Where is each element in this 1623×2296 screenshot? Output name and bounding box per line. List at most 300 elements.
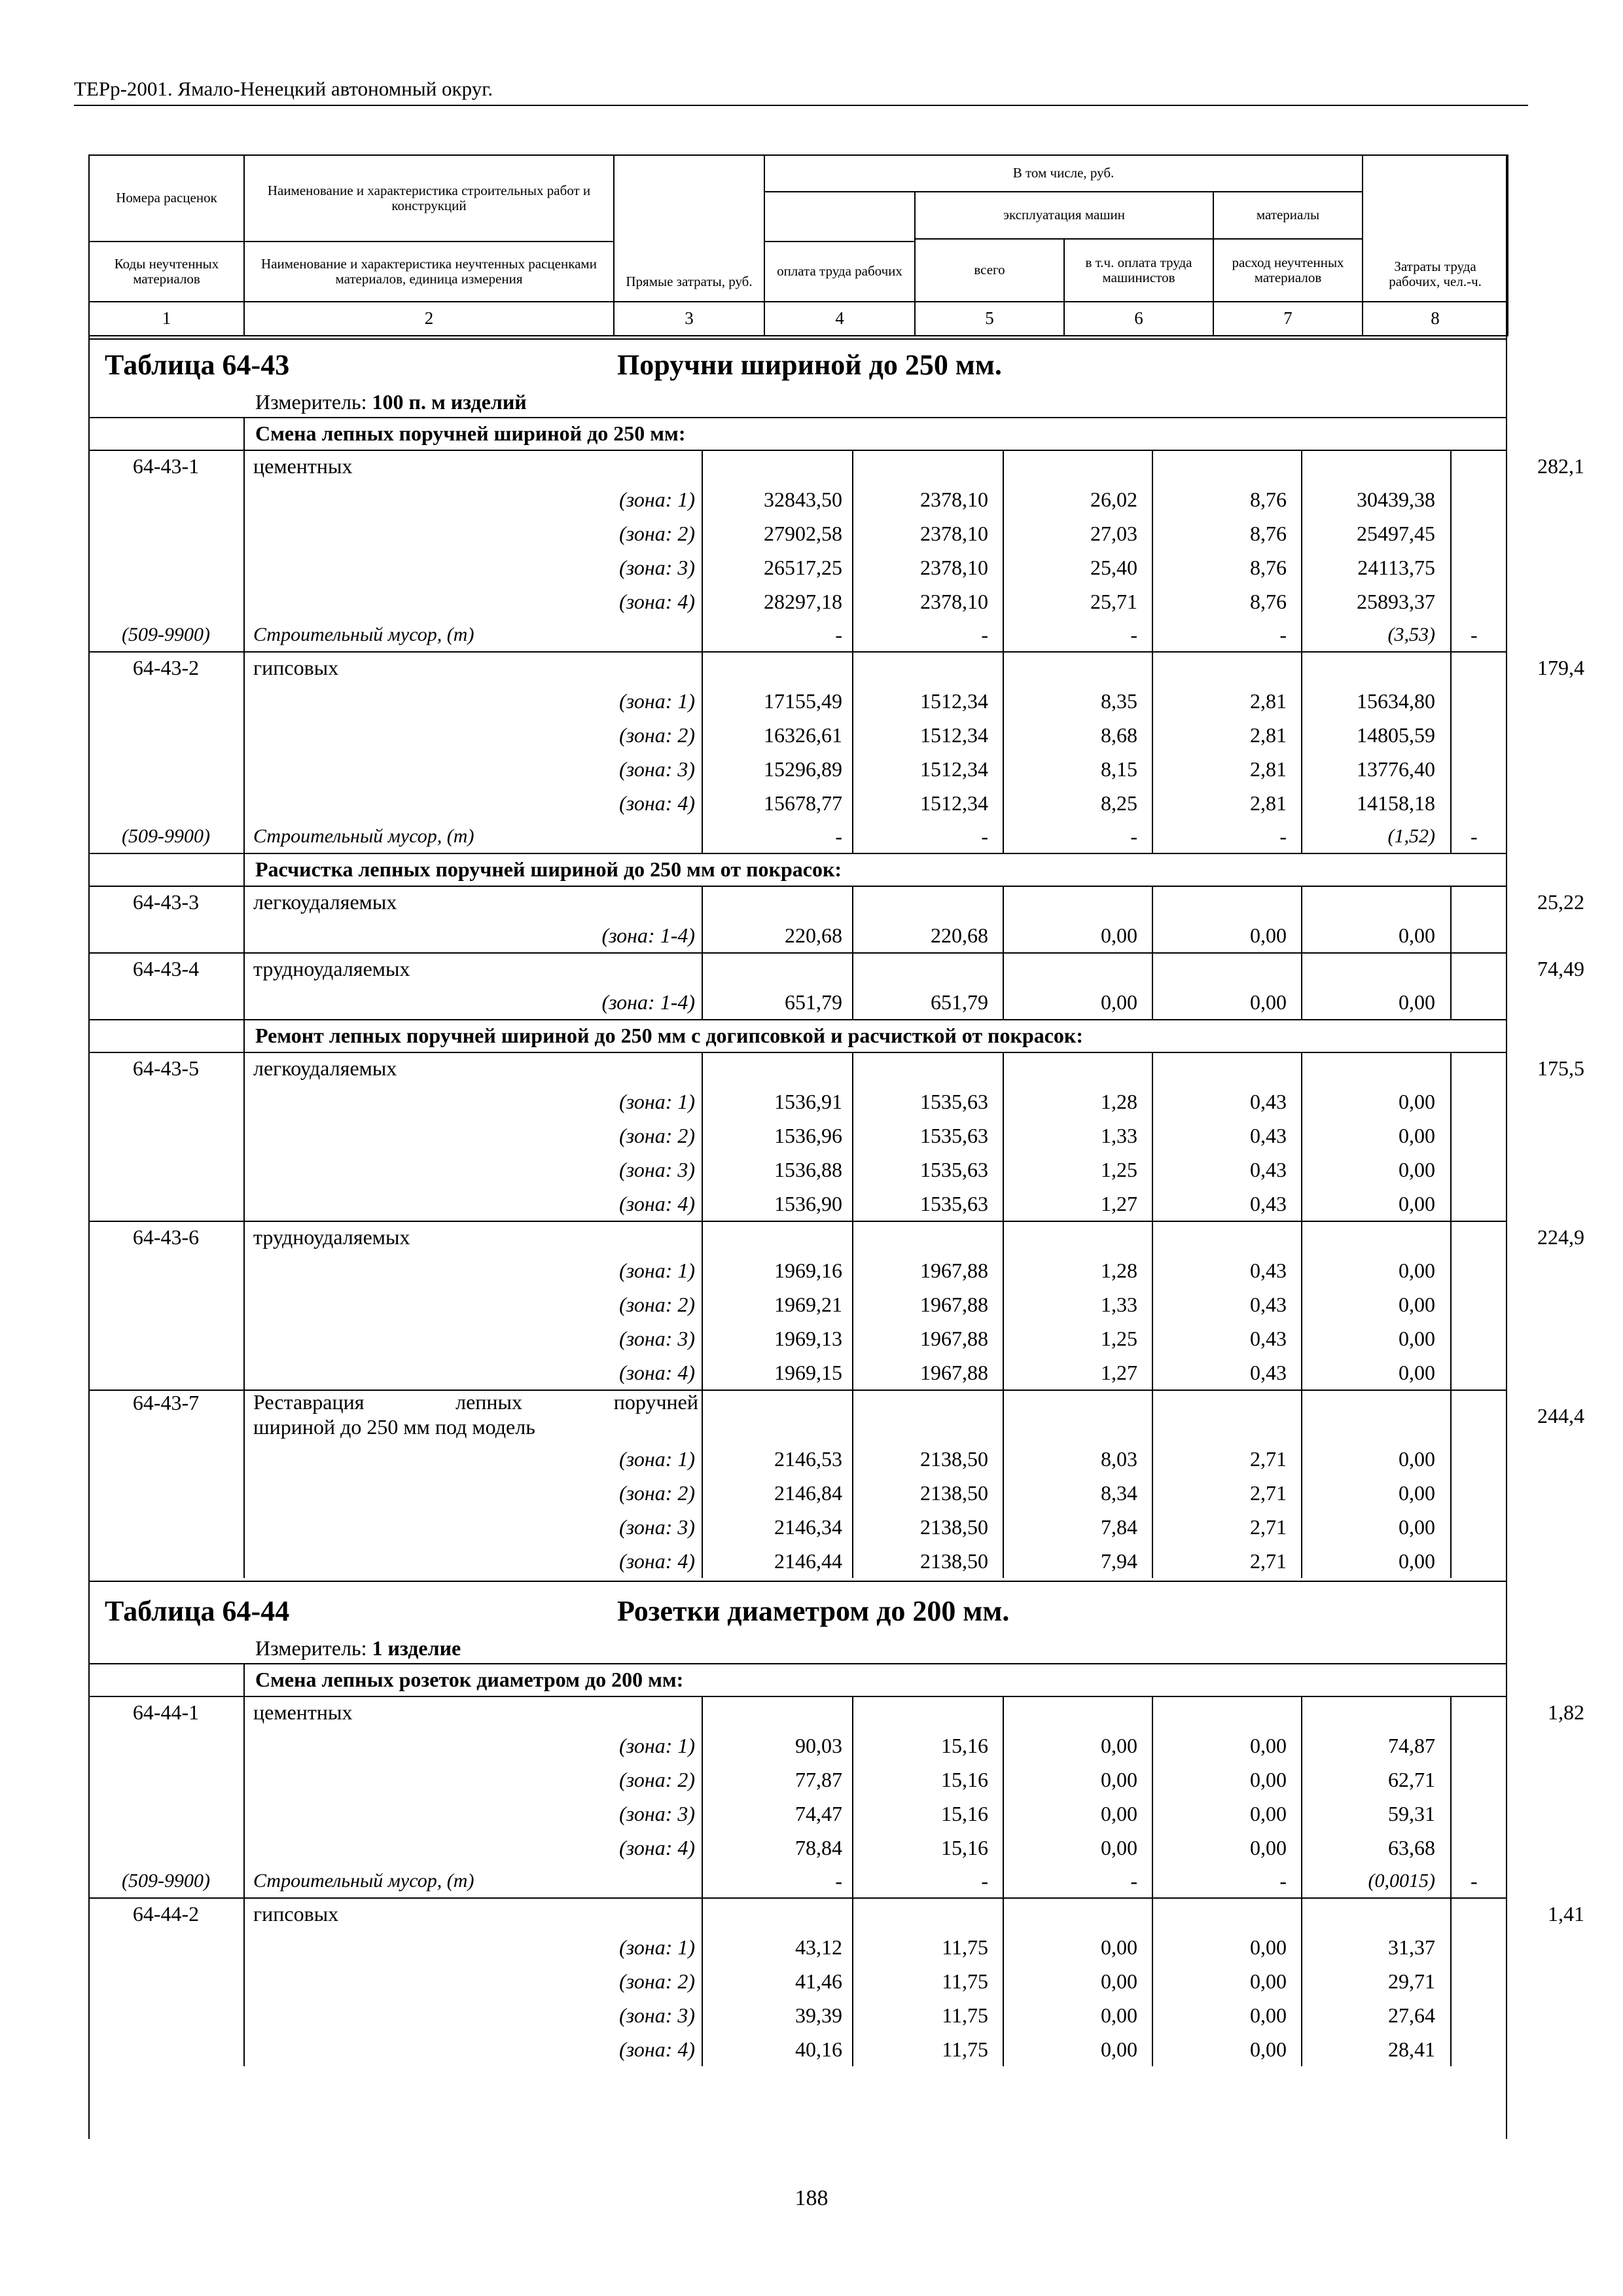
section-title: Смена лепных поручней шириной до 250 мм:	[255, 422, 686, 445]
value-cell: 11,75	[942, 2003, 988, 2027]
debris-code: (509-9900)	[122, 1870, 210, 1892]
colnum-6: 6	[1064, 302, 1213, 336]
value-cell: 28297,18	[764, 590, 842, 613]
value-cell: 1512,34	[920, 757, 988, 781]
rate-code: 64-43-6	[132, 1225, 200, 1249]
header-naim2: Наименование и характеристика неучтенных расценками материалов, единица измерения	[244, 242, 614, 302]
value-cell: 0,00	[1250, 1935, 1287, 1959]
column-rule	[852, 952, 853, 1019]
column-rule	[1003, 1897, 1004, 2066]
zone-label: (зона: 4)	[619, 1549, 695, 1573]
value-cell: 2138,50	[920, 1515, 988, 1539]
value-cell: 8,25	[1101, 791, 1137, 815]
dash-cell: -	[1130, 825, 1137, 848]
column-rule	[1003, 450, 1004, 651]
column-rule	[1152, 1390, 1153, 1578]
column-rule	[1003, 1696, 1004, 1897]
value-cell: 1,28	[1101, 1259, 1137, 1282]
rate-code: 64-43-7	[132, 1391, 200, 1414]
zone-row	[88, 1476, 1507, 1510]
value-cell: 1535,63	[920, 1192, 988, 1215]
column-rule	[702, 1390, 703, 1578]
value-cell: 0,00	[1101, 924, 1137, 947]
debris-qty: (1,52)	[1387, 825, 1435, 847]
value-cell: 1967,88	[920, 1327, 988, 1350]
column-rule	[243, 1390, 245, 1578]
value-cell: 74,47	[795, 1802, 842, 1825]
value-cell: 2146,34	[774, 1515, 842, 1539]
value-cell: 26517,25	[764, 556, 842, 579]
value-cell: 14805,59	[1357, 723, 1435, 747]
value-cell: 2146,44	[774, 1549, 842, 1573]
value-cell: 0,00	[1250, 1969, 1287, 1993]
value-cell: 17155,49	[764, 689, 842, 713]
value-cell: 0,00	[1250, 1802, 1287, 1825]
labor-cost: 282,1	[1537, 454, 1584, 478]
column-rule	[1450, 952, 1452, 1019]
value-cell: 13776,40	[1357, 757, 1435, 781]
value-cell: 0,00	[1399, 1124, 1435, 1147]
dash-cell: -	[835, 623, 842, 647]
value-cell: 2138,50	[920, 1481, 988, 1505]
column-rule	[702, 1221, 703, 1390]
value-cell: 0,00	[1399, 1361, 1435, 1384]
zone-row	[88, 1964, 1507, 1998]
zone-label: (зона: 3)	[619, 1158, 695, 1181]
value-cell: 0,00	[1101, 2003, 1137, 2027]
meter-value: 100 п. м изделий	[372, 390, 527, 414]
value-cell: 1967,88	[920, 1293, 988, 1316]
rate-code: 64-43-4	[132, 957, 200, 980]
zone-label: (зона: 4)	[619, 1836, 695, 1859]
meter-label: Измеритель:	[255, 1636, 367, 1660]
column-rule	[1301, 651, 1302, 853]
column-rule	[1152, 952, 1153, 1019]
value-cell: 0,00	[1101, 1734, 1137, 1757]
value-cell: 15296,89	[764, 757, 842, 781]
item-name: легкоудаляемых	[253, 1056, 397, 1080]
table-title-row	[88, 1590, 1507, 1633]
section-title: Ремонт лепных поручней шириной до 250 мм с догипсовкой и расчисткой от покрасок:	[255, 1024, 1084, 1047]
column-rule	[702, 886, 703, 952]
header-ekspl: эксплуатация машин	[915, 192, 1213, 239]
column-rule	[852, 1390, 853, 1578]
value-cell: 31,37	[1388, 1935, 1435, 1959]
value-cell: 0,00	[1250, 990, 1287, 1014]
value-cell: 1,33	[1101, 1124, 1137, 1147]
value-cell: 0,43	[1250, 1192, 1287, 1215]
colnum-4: 4	[764, 302, 915, 336]
value-cell: 7,84	[1101, 1515, 1137, 1539]
row-divider	[88, 1581, 1507, 1582]
zone-row	[88, 2032, 1507, 2066]
column-rule	[1003, 952, 1004, 1019]
rate-code: 64-43-3	[132, 890, 200, 914]
zone-label: (зона: 1)	[619, 1259, 695, 1282]
section-row	[88, 1019, 1507, 1052]
value-cell: 651,79	[785, 990, 842, 1014]
value-cell: 0,00	[1399, 990, 1435, 1014]
zone-row	[88, 1930, 1507, 1964]
zone-label: (зона: 3)	[619, 757, 695, 781]
section-title: Смена лепных розеток диаметром до 200 мм:	[255, 1668, 684, 1691]
zone-row	[88, 1510, 1507, 1544]
item-head-row	[88, 1696, 1584, 1729]
column-rule	[1301, 952, 1302, 1019]
debris-code: (509-9900)	[122, 624, 210, 645]
zone-row	[88, 1287, 1507, 1321]
value-cell: 0,00	[1399, 1327, 1435, 1350]
value-cell: 62,71	[1388, 1768, 1435, 1791]
zone-label: (зона: 4)	[619, 2037, 695, 2061]
rate-code: 64-43-2	[132, 656, 200, 679]
value-cell: 0,43	[1250, 1361, 1287, 1384]
zone-row	[88, 1153, 1507, 1187]
table-subject: Поручни шириной до 250 мм.	[617, 349, 1002, 381]
header-zatraty: Затраты труда рабочих, чел.-ч.	[1363, 155, 1508, 302]
zone-label: (зона: 2)	[619, 1969, 695, 1993]
rate-code: 64-44-2	[132, 1902, 200, 1926]
value-cell: 41,46	[795, 1969, 842, 1993]
value-cell: 25,71	[1090, 590, 1137, 613]
value-cell: 1,28	[1101, 1090, 1137, 1113]
column-rule	[1301, 1696, 1302, 1897]
zone-label: (зона: 1-4)	[601, 924, 695, 947]
meter-row	[88, 387, 1507, 417]
value-cell: 11,75	[942, 2037, 988, 2061]
item-name: легкоудаляемых	[253, 890, 397, 914]
column-rule	[702, 450, 703, 651]
dash-cell: -	[1279, 1869, 1287, 1893]
debris-qty: (0,0015)	[1368, 1870, 1435, 1892]
colnum-1: 1	[89, 302, 244, 336]
column-rule	[243, 417, 245, 450]
value-cell: 15,16	[941, 1836, 988, 1859]
column-rule	[852, 1696, 853, 1897]
column-rule	[1301, 1897, 1302, 2066]
zone-row	[88, 752, 1507, 786]
value-cell: 2,81	[1250, 757, 1287, 781]
column-rule	[1152, 1897, 1153, 2066]
column-rule	[852, 1221, 853, 1390]
value-cell: 8,76	[1250, 522, 1287, 545]
zone-label: (зона: 2)	[619, 1124, 695, 1147]
debris-row	[88, 820, 1507, 853]
header-v-tom: В том числе, руб.	[764, 155, 1363, 192]
item-name-line: шириной до 250 мм под модель	[253, 1415, 535, 1439]
meter	[255, 1633, 461, 1663]
meter	[255, 387, 527, 417]
value-cell: 0,43	[1250, 1327, 1287, 1350]
column-rule	[1450, 1696, 1452, 1897]
item-name	[253, 1390, 698, 1439]
labor-cost: 244,4	[1537, 1404, 1584, 1427]
value-cell: 28,41	[1388, 2037, 1435, 2061]
value-cell: 63,68	[1388, 1836, 1435, 1859]
value-cell: 16326,61	[764, 723, 842, 747]
zone-row	[88, 1998, 1507, 2032]
colnum-5: 5	[915, 302, 1064, 336]
item-name: трудноудаляемых	[253, 957, 410, 980]
item-name: цементных	[253, 454, 353, 478]
value-cell: 2378,10	[920, 522, 988, 545]
debris-code: (509-9900)	[122, 825, 210, 847]
zone-label: (зона: 4)	[619, 590, 695, 613]
column-rule	[243, 1221, 245, 1390]
labor-cost: 1,82	[1548, 1700, 1584, 1724]
header-vtch: в т.ч. оплата труда машинистов	[1064, 239, 1213, 302]
value-cell: 2,81	[1250, 723, 1287, 747]
column-rule	[243, 1897, 245, 2066]
column-rule	[702, 952, 703, 1019]
zone-row	[88, 718, 1507, 752]
meter-value: 1 изделие	[372, 1636, 461, 1660]
labor-cost: 1,41	[1548, 1902, 1584, 1926]
value-cell: 0,00	[1399, 1192, 1435, 1215]
value-cell: 1535,63	[920, 1158, 988, 1181]
section-row	[88, 417, 1507, 450]
column-rule	[852, 651, 853, 853]
value-cell: 2,71	[1250, 1549, 1287, 1573]
column-rule	[1301, 1221, 1302, 1390]
item-head-row	[88, 1221, 1584, 1253]
value-cell: 2146,84	[774, 1481, 842, 1505]
value-cell: 43,12	[795, 1935, 842, 1959]
value-cell: 220,68	[785, 924, 842, 947]
colnum-7: 7	[1213, 302, 1363, 336]
column-rule	[243, 1019, 245, 1052]
value-cell: 2,81	[1250, 689, 1287, 713]
value-cell: 7,94	[1101, 1549, 1137, 1573]
zone-label: (зона: 1-4)	[601, 990, 695, 1014]
value-cell: 2138,50	[920, 1447, 988, 1471]
section-row	[88, 1663, 1507, 1696]
value-cell: 2,71	[1250, 1515, 1287, 1539]
table-title-row	[88, 344, 1507, 387]
dash-cell: -	[981, 825, 988, 848]
value-cell: 1969,15	[774, 1361, 842, 1384]
value-cell: 1512,34	[920, 791, 988, 815]
zone-label: (зона: 3)	[619, 1515, 695, 1539]
value-cell: 0,00	[1399, 1090, 1435, 1113]
value-cell: 39,39	[795, 2003, 842, 2027]
value-cell: 32843,50	[764, 488, 842, 511]
column-rule	[243, 853, 245, 886]
value-cell: 0,43	[1250, 1293, 1287, 1316]
zone-label: (зона: 4)	[619, 1192, 695, 1215]
zone-row	[88, 1355, 1507, 1390]
zone-label: (зона: 3)	[619, 1327, 695, 1350]
item-head-row	[88, 651, 1584, 684]
zone-row	[88, 482, 1507, 516]
column-header	[88, 154, 1508, 336]
zone-label: (зона: 1)	[619, 689, 695, 713]
value-cell: 2378,10	[920, 488, 988, 511]
column-rule	[852, 1897, 853, 2066]
value-cell: 1512,34	[920, 689, 988, 713]
meter-label: Измеритель:	[255, 390, 367, 414]
column-rule	[1450, 1897, 1452, 2066]
header-nomera: Номера расценок	[89, 155, 244, 242]
header-kody: Коды неучтенных материалов	[89, 242, 244, 302]
item-head-row	[88, 1390, 1584, 1442]
value-cell: 40,16	[795, 2037, 842, 2061]
value-cell: 2378,10	[920, 590, 988, 613]
zone-row	[88, 1321, 1507, 1355]
column-rule	[1450, 1221, 1452, 1390]
header-mater: материалы	[1213, 192, 1363, 239]
value-cell: 90,03	[795, 1734, 842, 1757]
zone-row	[88, 516, 1507, 550]
value-cell: 8,76	[1250, 488, 1287, 511]
value-cell: 220,68	[931, 924, 988, 947]
value-cell: 1,27	[1101, 1361, 1137, 1384]
dash-cell: -	[1471, 825, 1478, 848]
column-rule	[1450, 450, 1452, 651]
value-cell: 1512,34	[920, 723, 988, 747]
column-rule	[1152, 450, 1153, 651]
dash-cell: -	[1279, 825, 1287, 848]
value-cell: 15,16	[941, 1734, 988, 1757]
value-cell: 0,00	[1399, 924, 1435, 947]
zone-row	[88, 1442, 1507, 1476]
value-cell: 24113,75	[1357, 556, 1435, 579]
colnum-2: 2	[244, 302, 614, 336]
zone-row	[88, 1119, 1507, 1153]
debris-row	[88, 619, 1507, 651]
value-cell: 2138,50	[920, 1549, 988, 1573]
value-cell: 0,00	[1101, 990, 1137, 1014]
debris-qty: (3,53)	[1387, 624, 1435, 645]
item-head-row	[88, 1052, 1584, 1085]
value-cell: 25893,37	[1357, 590, 1435, 613]
value-cell: 1,33	[1101, 1293, 1137, 1316]
debris-name: Строительный мусор, (т)	[253, 1870, 474, 1892]
labor-cost: 224,9	[1537, 1225, 1584, 1249]
header-naim: Наименование и характеристика строительных работ и конструкций	[244, 155, 614, 242]
column-rule	[702, 1897, 703, 2066]
value-cell: 11,75	[942, 1935, 988, 1959]
dash-cell: -	[981, 623, 988, 647]
running-head: ТЕРр-2001. Ямало-Ненецкий автономный округ.	[74, 77, 493, 100]
value-cell: 74,87	[1388, 1734, 1435, 1757]
column-rule	[1450, 1390, 1452, 1578]
colnum-8: 8	[1363, 302, 1508, 336]
zone-label: (зона: 2)	[619, 1293, 695, 1316]
value-cell: 8,35	[1101, 689, 1137, 713]
value-cell: 1969,16	[774, 1259, 842, 1282]
zone-label: (зона: 1)	[619, 1734, 695, 1757]
column-rule	[1301, 886, 1302, 952]
table-title: Таблица 64-43	[105, 349, 290, 381]
dash-cell: -	[1279, 623, 1287, 647]
column-rule	[1152, 651, 1153, 853]
column-rule	[243, 1663, 245, 1696]
value-cell: 29,71	[1388, 1969, 1435, 1993]
value-cell: 8,76	[1250, 556, 1287, 579]
column-rule	[852, 1052, 853, 1221]
table-subject: Розетки диаметром до 200 мм.	[617, 1595, 1010, 1627]
zone-label: (зона: 1)	[619, 488, 695, 511]
value-cell: 0,00	[1250, 2037, 1287, 2061]
value-cell: 0,00	[1399, 1447, 1435, 1471]
value-cell: 25497,45	[1357, 522, 1435, 545]
zone-label: (зона: 3)	[619, 1802, 695, 1825]
value-cell: 0,00	[1250, 1768, 1287, 1791]
header-oplata: оплата труда рабочих	[764, 242, 915, 302]
page-number: 188	[794, 2186, 829, 2210]
rate-code: 64-44-1	[132, 1700, 200, 1724]
item-name: гипсовых	[253, 656, 339, 679]
zone-label: (зона: 3)	[619, 556, 695, 579]
zone-row	[88, 584, 1507, 619]
labor-cost: 175,5	[1537, 1056, 1584, 1080]
dash-cell: -	[1471, 623, 1478, 647]
column-rule	[1003, 886, 1004, 952]
value-cell: 1535,63	[920, 1124, 988, 1147]
item-name: цементных	[253, 1700, 353, 1724]
zone-row	[88, 684, 1507, 718]
table-title: Таблица 64-44	[105, 1595, 290, 1627]
zone-row	[88, 1831, 1507, 1865]
column-rule	[852, 450, 853, 651]
value-cell: 0,00	[1101, 2037, 1137, 2061]
debris-row	[88, 1865, 1507, 1897]
value-cell: 1969,13	[774, 1327, 842, 1350]
dash-cell: -	[1471, 1869, 1478, 1893]
value-cell: 0,00	[1101, 1768, 1137, 1791]
value-cell: 0,00	[1399, 1515, 1435, 1539]
column-rule	[243, 952, 245, 1019]
zone-row	[88, 985, 1507, 1019]
value-cell: 1,25	[1101, 1327, 1137, 1350]
value-cell: 651,79	[931, 990, 988, 1014]
value-cell: 0,43	[1250, 1259, 1287, 1282]
value-cell: 27,64	[1388, 2003, 1435, 2027]
zone-label: (зона: 1)	[619, 1935, 695, 1959]
value-cell: 0,00	[1101, 1836, 1137, 1859]
value-cell: 1536,90	[774, 1192, 842, 1215]
zone-row	[88, 550, 1507, 584]
value-cell: 0,00	[1250, 1836, 1287, 1859]
value-cell: 0,00	[1101, 1969, 1137, 1993]
zone-row	[88, 918, 1507, 952]
value-cell: 30439,38	[1357, 488, 1435, 511]
value-cell: 1536,96	[774, 1124, 842, 1147]
zone-row	[88, 786, 1507, 820]
zone-label: (зона: 2)	[619, 1768, 695, 1791]
value-cell: 25,40	[1090, 556, 1137, 579]
column-rule	[243, 1696, 245, 1897]
column-rule	[243, 450, 245, 651]
debris-name: Строительный мусор, (т)	[253, 624, 474, 645]
column-rule	[1003, 1052, 1004, 1221]
value-cell: 0,00	[1399, 1549, 1435, 1573]
column-rule	[1152, 886, 1153, 952]
value-cell: 8,03	[1101, 1447, 1137, 1471]
value-cell: 0,00	[1399, 1481, 1435, 1505]
column-rule	[1003, 651, 1004, 853]
value-cell: 0,43	[1250, 1090, 1287, 1113]
column-rule	[1152, 1696, 1153, 1897]
column-rule	[1450, 886, 1452, 952]
value-cell: 2,81	[1250, 791, 1287, 815]
header-rashod: расход неучтенных материалов	[1213, 239, 1363, 302]
column-rule	[702, 651, 703, 853]
value-cell: 1969,21	[774, 1293, 842, 1316]
value-cell: 1536,88	[774, 1158, 842, 1181]
column-rule	[1301, 1390, 1302, 1578]
